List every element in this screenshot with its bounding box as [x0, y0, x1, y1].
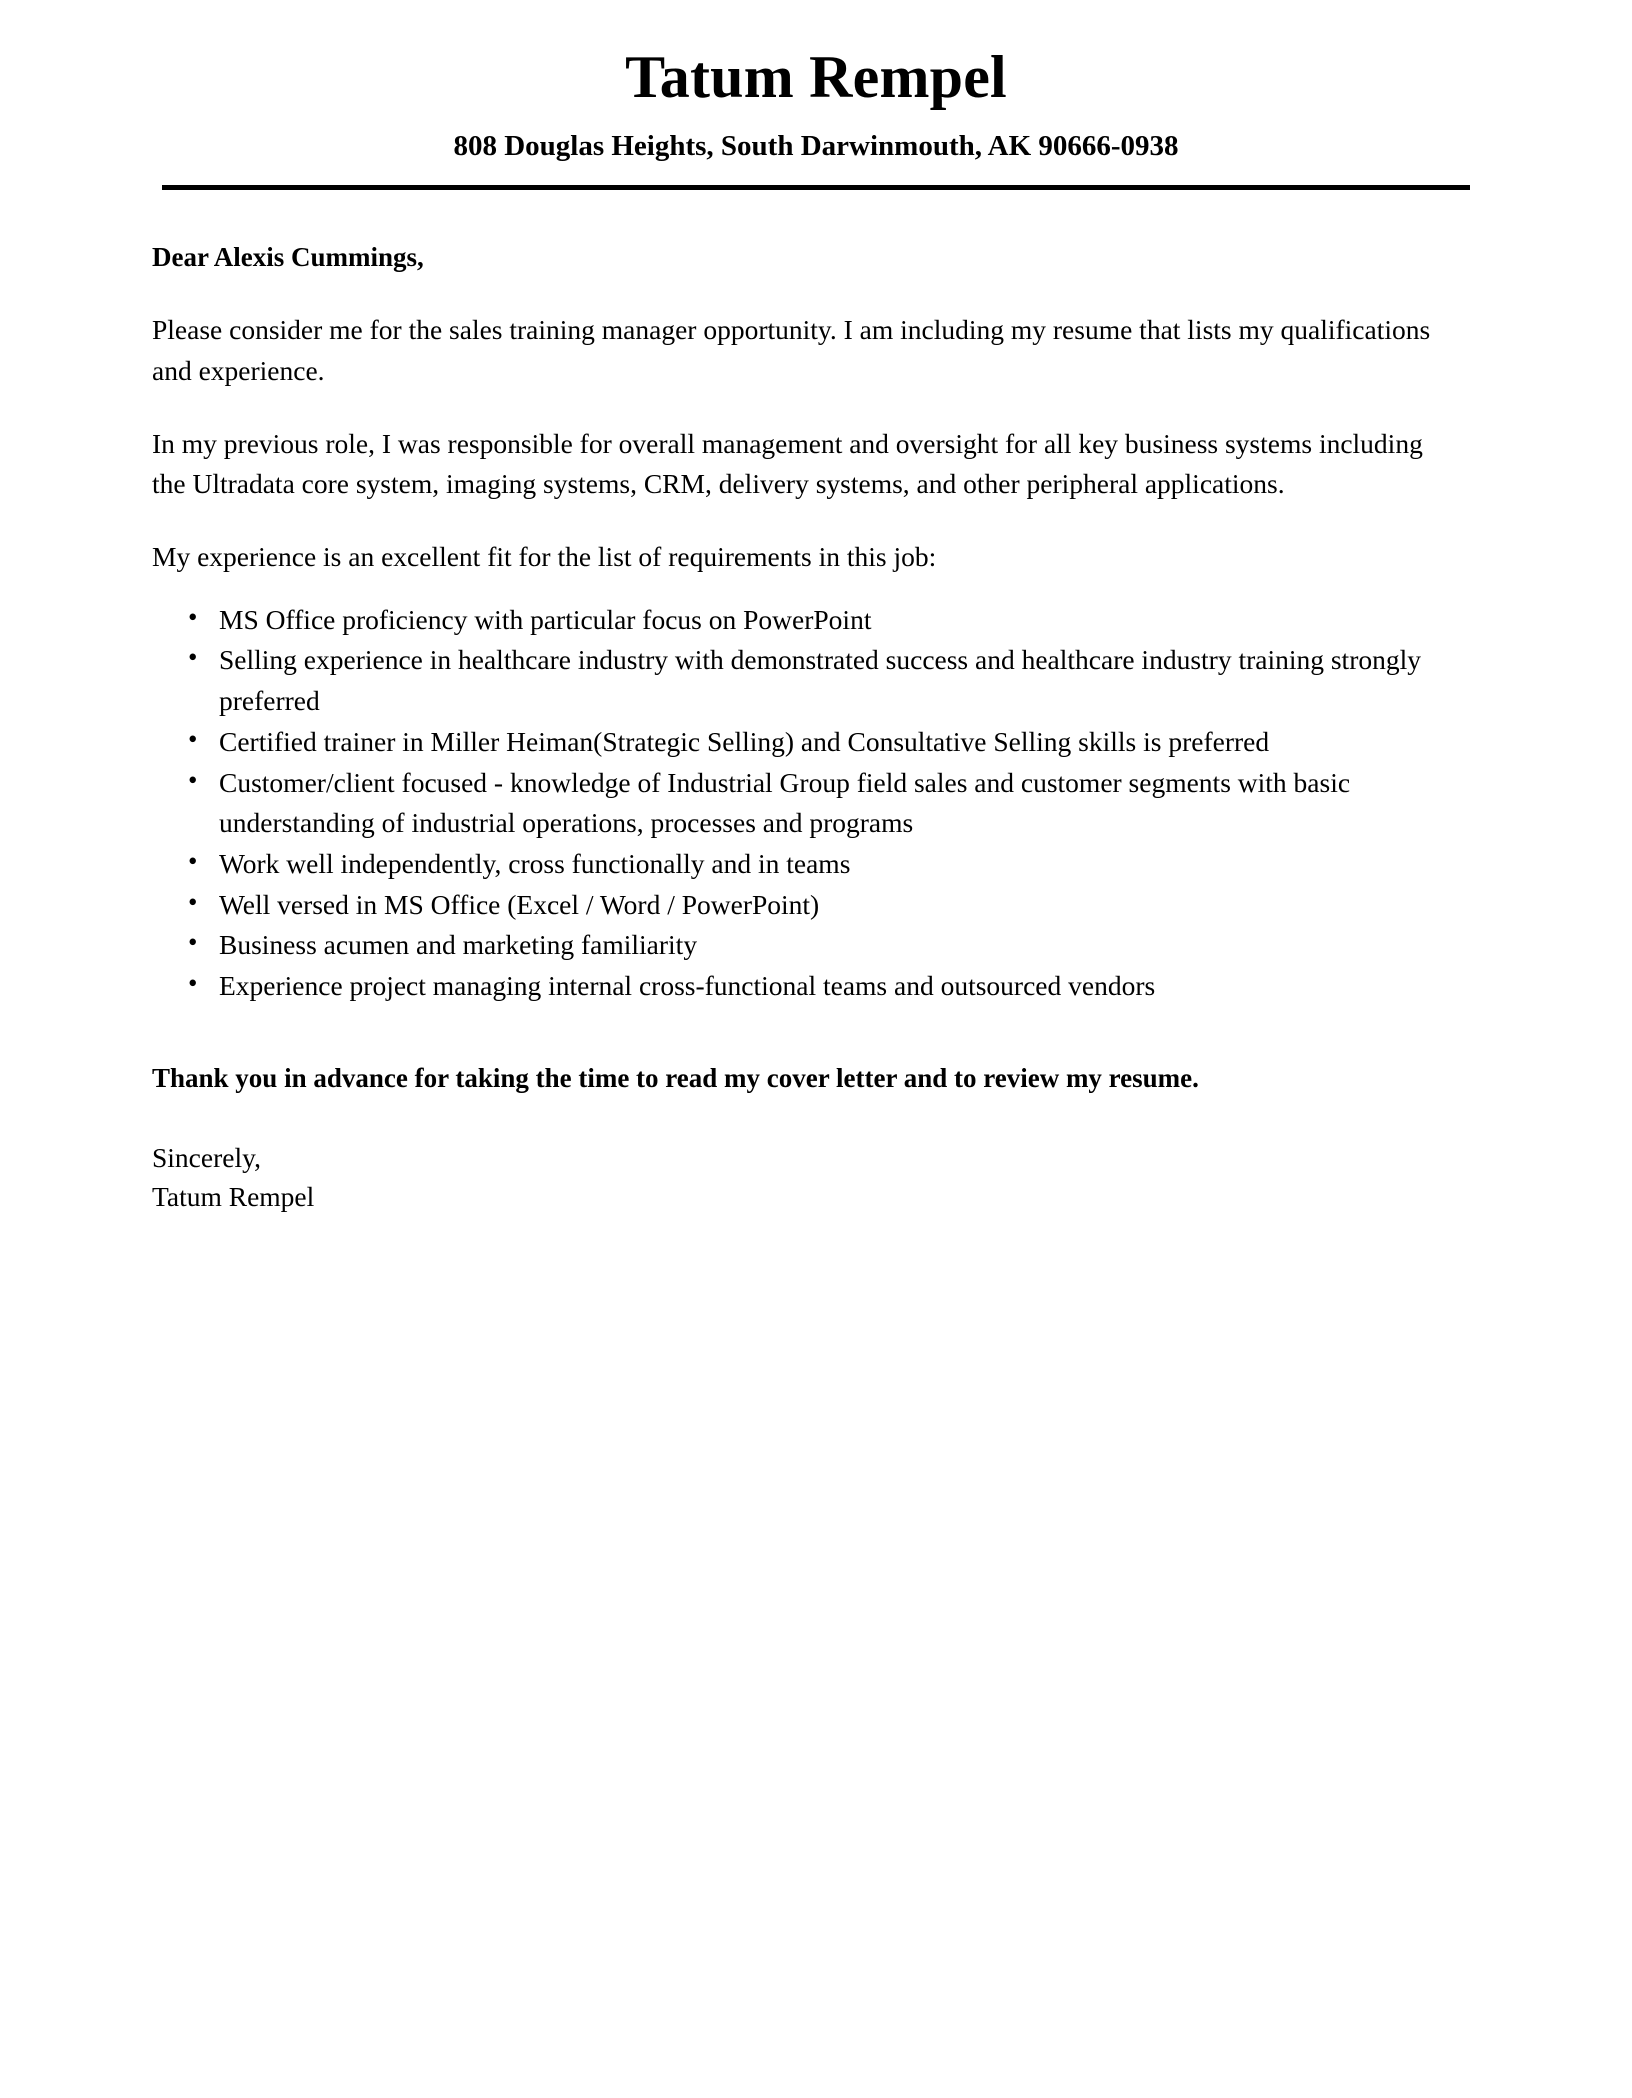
letter-header: [0, 0, 1632, 190]
applicant-address: 808 Douglas Heights, South Darwinmouth, AK 90666-0938: [453, 130, 1179, 163]
list-item-text: Well versed in MS Office (Excel / Word / PowerPoint): [219, 888, 820, 920]
bullet-icon: •: [188, 601, 198, 632]
list-item-text: Experience project managing internal cross-functional teams and outsourced vendors: [219, 969, 1156, 1001]
list-item-text: Certified trainer in Miller Heiman(Strategic Selling) and Consultative Selling skills is preferred: [219, 725, 1270, 757]
list-item-text: MS Office proficiency with particular focus on PowerPoint: [219, 603, 872, 635]
body-paragraph-2: In my previous role, I was responsible for overall management and oversight for all key business systems including the Ultradata core system, imaging systems, CRM, delivery systems, and other peripheral applications.: [152, 427, 1423, 500]
list-item-text: Business acumen and marketing familiarity: [219, 929, 698, 961]
list-item: [174, 844, 1480, 885]
bullet-icon: •: [188, 886, 198, 917]
signature-name: Tatum Rempel: [152, 1180, 315, 1212]
list-item: [174, 885, 1480, 926]
requirements-intro: My experience is an excellent fit for the list of requirements in this job:: [152, 541, 937, 573]
list-item: [174, 600, 1480, 641]
list-item: [174, 640, 1480, 721]
bullet-icon: •: [188, 642, 198, 673]
requirements-list: [152, 600, 1480, 1007]
list-item: [174, 925, 1480, 966]
bullet-icon: •: [188, 764, 198, 795]
sign-off: Sincerely,: [152, 1141, 261, 1173]
bullet-icon: •: [188, 967, 198, 998]
bullet-icon: •: [188, 723, 198, 754]
list-item-text: Customer/client focused - knowledge of Industrial Group field sales and customer segments with basic understanding of industrial operations, processes and programs: [219, 766, 1351, 839]
list-item: [174, 966, 1480, 1007]
applicant-name: Tatum Rempel: [625, 44, 1007, 110]
closing-statement: Thank you in advance for taking the time to read my cover letter and to review my resume.: [152, 1062, 1199, 1093]
header-divider: [162, 185, 1470, 190]
list-item-text: Work well independently, cross functionally and in teams: [219, 847, 851, 879]
list-item-text: Selling experience in healthcare industry with demonstrated success and healthcare industry training strongly preferred: [219, 644, 1421, 717]
signature-block: [152, 1138, 1480, 1216]
letter-body: [0, 238, 1632, 1216]
bullet-icon: •: [188, 927, 198, 958]
list-item: [174, 763, 1480, 844]
list-item: [174, 722, 1480, 763]
salutation: Dear Alexis Cummings,: [152, 241, 424, 272]
body-paragraph-1: Please consider me for the sales training manager opportunity. I am including my resume that lists my qualifications and experience.: [152, 314, 1431, 386]
bullet-icon: •: [188, 845, 198, 876]
